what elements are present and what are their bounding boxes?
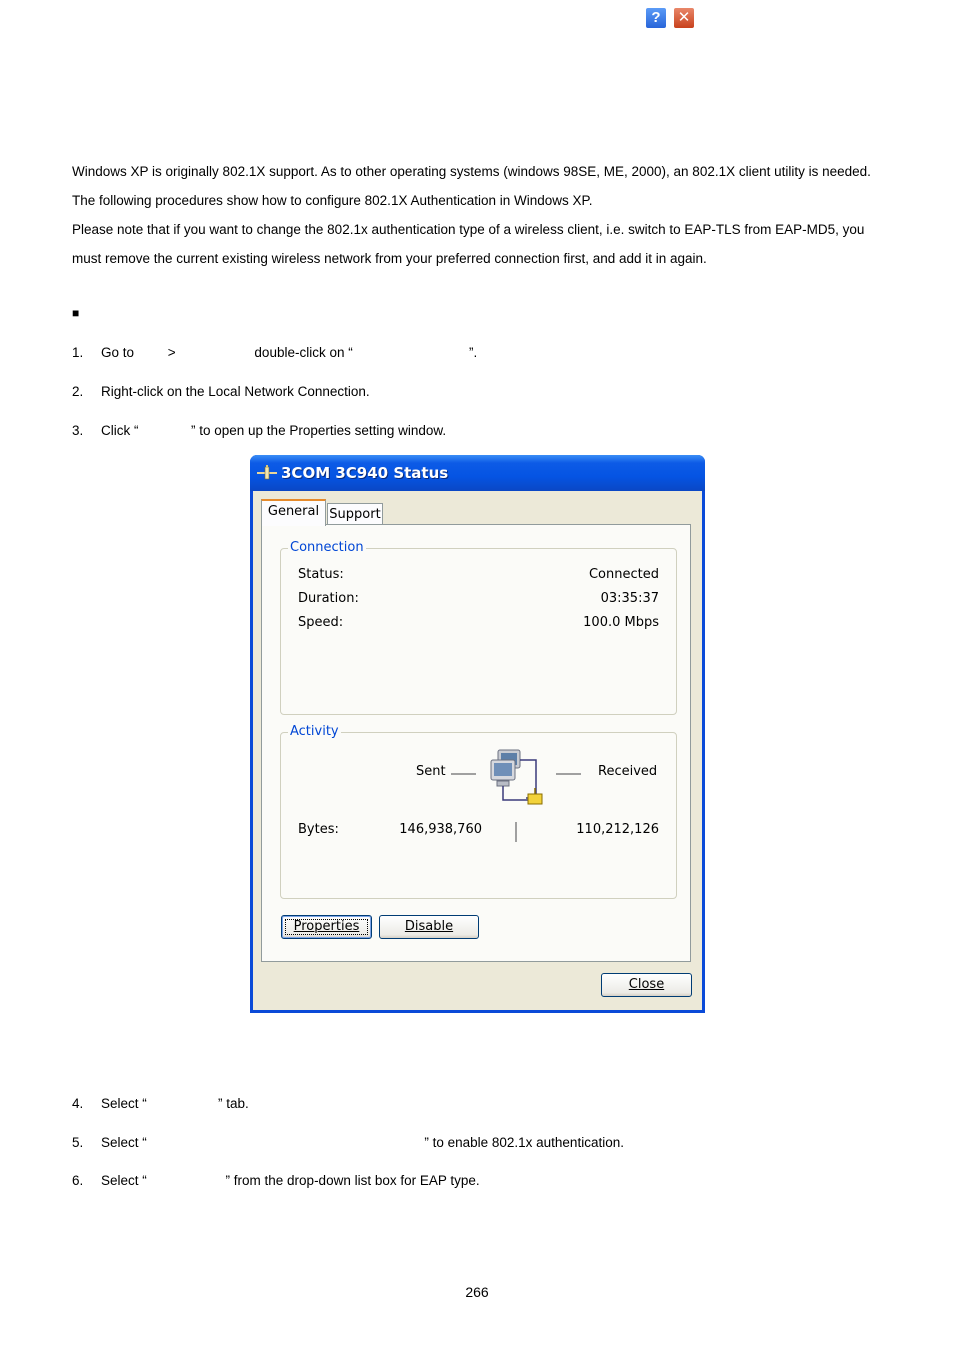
bytes-label: Bytes: [298,822,339,837]
step-2-number: 2. [72,384,84,399]
bullet-square-icon: ■ [72,306,80,320]
intro-text [72,157,892,273]
properties-button[interactable]: Properties [281,915,372,939]
status-value: Connected [588,567,659,582]
activity-divider [515,822,517,842]
connection-legend: Connection [290,540,364,555]
step-5-number: 5. [72,1135,84,1150]
step-6-number: 6. [72,1173,84,1188]
step-5-text: Select “ ” to enable 802.1x authentication. [101,1135,624,1150]
step-1-number: 1. [72,345,84,360]
titlebar-close-button[interactable]: ✕ [673,7,695,29]
step-3-number: 3. [72,423,84,438]
dialog-title: 3COM 3C940 Status [281,464,449,482]
received-label: Received [598,764,658,779]
step-6-text: Select “ ” from the drop-down list box for EAP type. [101,1173,480,1188]
sent-label: Sent [416,764,446,779]
bytes-received-value: 110,212,126 [576,822,659,837]
duration-value: 03:35:37 [600,591,659,606]
received-line [556,773,581,775]
step-2-text: Right-click on the Local Network Connection. [101,384,370,399]
activity-legend: Activity [290,724,339,739]
intro-paragraph-1: Windows XP is originally 802.1X support. As to other operating systems (windows 98SE, ME, 2000), an 802.1X client utility is needed. The following procedures show how to configure 802.1X Authentication in Windows XP. [72,164,871,208]
disable-button[interactable]: Disable [379,915,479,939]
step-1-text: Go to > double-click on “ ”. [101,345,478,360]
bytes-sent-value: 146,938,760 [399,822,482,837]
close-button[interactable]: Close [601,973,692,997]
duration-label: Duration: [298,591,359,606]
page-number: 266 [465,1284,489,1300]
intro-paragraph-2: Please note that if you want to change the 802.1x authentication type of a wireless client, i.e. switch to EAP-TLS from EAP-MD5, you must remove the current existing wireless network from your preferred connection first, and add it in again. [72,222,865,266]
status-label: Status: [298,567,344,582]
speed-label: Speed: [298,615,344,630]
sent-line [451,773,476,775]
tab-support[interactable]: Support [327,503,383,525]
tab-general[interactable]: General [261,499,326,526]
help-button[interactable]: ? [645,7,667,29]
step-4-number: 4. [72,1096,84,1111]
speed-value: 100.0 Mbps [583,615,659,630]
step-3-text: Click “ ” to open up the Properties setting window. [101,423,447,438]
step-4-text: Select “ ” tab. [101,1096,249,1111]
activity-group [280,732,677,899]
network-computers-icon [488,748,552,810]
dialog-titlebar[interactable] [250,455,705,491]
network-connection-icon [257,465,277,481]
